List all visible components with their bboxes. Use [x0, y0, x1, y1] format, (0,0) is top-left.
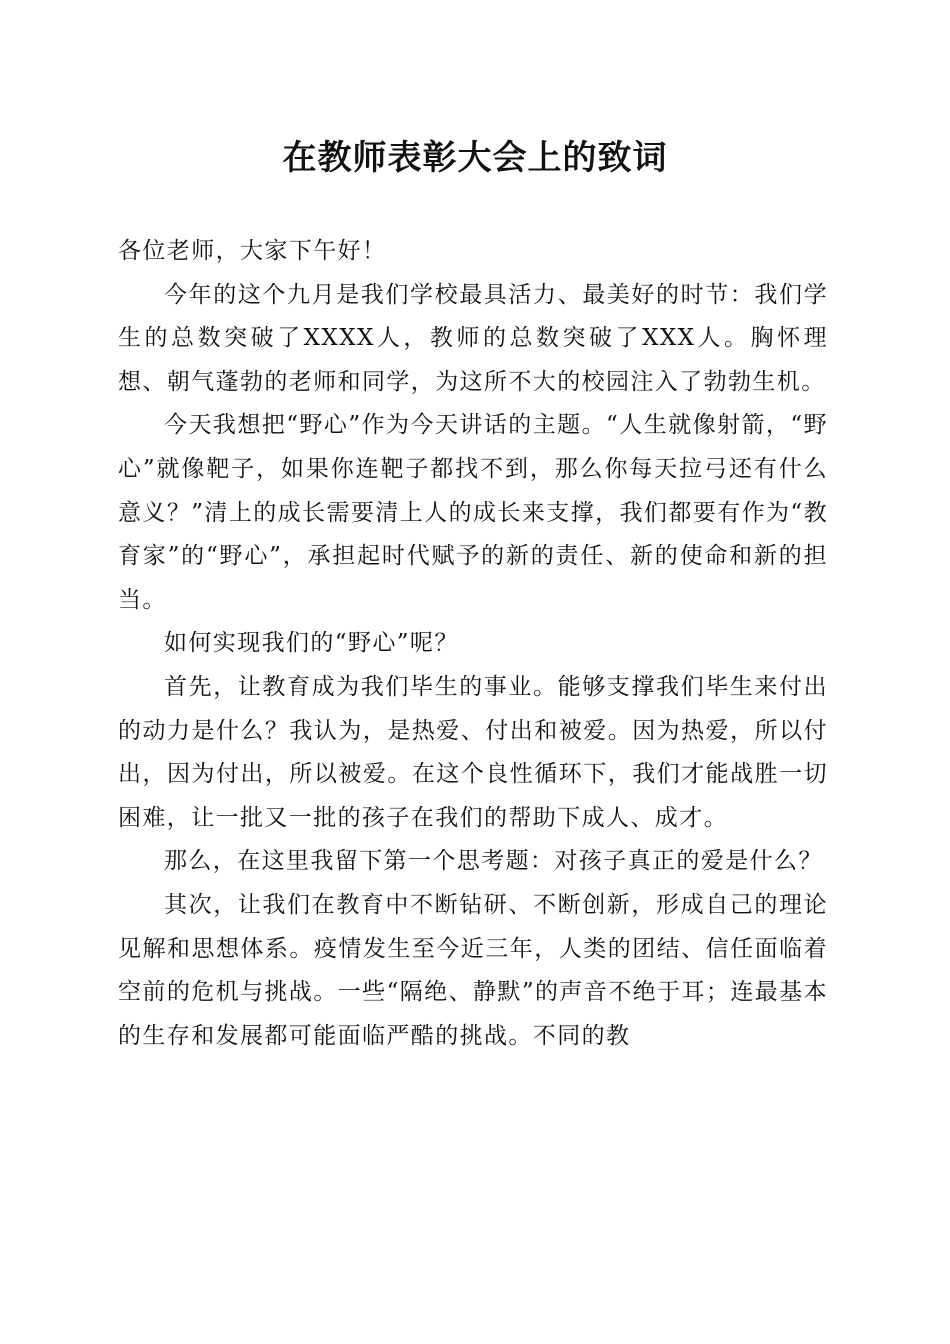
paragraph-5: 那么，在这里我留下第一个思考题：对孩子真正的爱是什么？: [164, 848, 823, 875]
salutation: 各位老师，大家下午好！: [118, 238, 387, 264]
paragraph-6: 其次，让我们在教育中不断钻研、不断创新，形成自己的理论见解和思想体系。疫情发生至今近三年，人类的团结、信任面临着空前的危机与挑战。一些“隔绝、静默”的声音不绝于耳；连最基本的生存和发展都可能面临严酷的挑战。不同的教: [118, 891, 828, 1049]
paragraph-3: 如何实现我们的“野心”呢？: [164, 630, 459, 657]
document-title: 在教师表彰大会上的致词: [282, 138, 668, 178]
paragraph-4: 首先，让教育成为我们毕生的事业。能够支撑我们毕生来付出的动力是什么？我认为，是热爱、付出和被爱。因为热爱，所以付出，因为付出，所以被爱。在这个良性循环下，我们才能战胜一切困难，让一批又一批的孩子在我们的帮助下成人、成才。: [118, 673, 828, 831]
paragraph-1: 今年的这个九月是我们学校最具活力、最美好的时节：我们学生的总数突破了XXXX人，教师的总数突破了XXX人。胸怀理想、朝气蓬勃的老师和同学，为这所不大的校园注入了勃勃生机。: [118, 281, 828, 395]
document-body: [118, 230, 828, 1058]
paragraph-2: 今天我想把“野心”作为今天讲话的主题。“人生就像射箭，“野心”就像靶子，如果你连靶子都找不到，那么你每天拉弓还有什么意义？”清上的成长需要清上人的成长来支撑，我们都要有作为“教育家”的“野心”，承担起时代赋予的新的责任、新的使命和新的担当。: [118, 412, 828, 613]
